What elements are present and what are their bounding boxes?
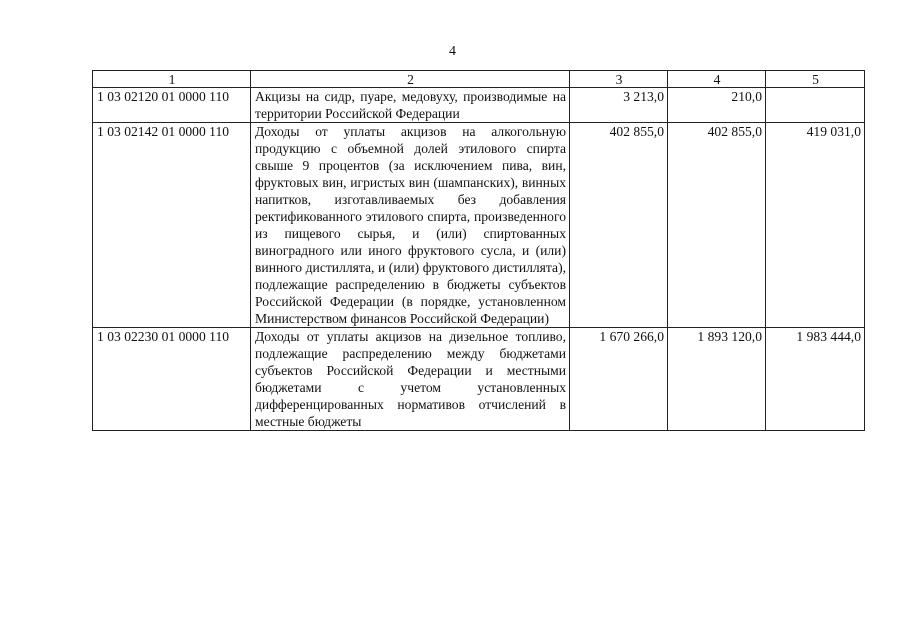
row-value-col3: 3 213,0 (570, 88, 668, 123)
row-description: Доходы от уплаты акцизов на дизельное топливо, подлежащие распределению между бюджетами субъектов Российской Федерации и местными бюджетами с учетом установленных дифференцированных нормативов отчислений в местные бюджеты (251, 328, 570, 431)
row-value-col3: 402 855,0 (570, 123, 668, 328)
column-header-4: 4 (668, 71, 766, 88)
row-code: 1 03 02230 01 0000 110 (93, 328, 251, 431)
table-row (93, 328, 865, 431)
budget-revenue-table (92, 70, 865, 431)
column-header-3: 3 (570, 71, 668, 88)
page-number: 4 (449, 44, 456, 59)
row-value-col3: 1 670 266,0 (570, 328, 668, 431)
row-code: 1 03 02142 01 0000 110 (93, 123, 251, 328)
row-value-col4: 210,0 (668, 88, 766, 123)
table-header-row (93, 71, 865, 88)
table-row (93, 88, 865, 123)
row-value-col5 (766, 88, 865, 123)
row-value-col4: 1 893 120,0 (668, 328, 766, 431)
column-header-1: 1 (93, 71, 251, 88)
row-value-col4: 402 855,0 (668, 123, 766, 328)
column-header-2: 2 (251, 71, 570, 88)
table-row (93, 123, 865, 328)
row-code: 1 03 02120 01 0000 110 (93, 88, 251, 123)
row-description: Акцизы на сидр, пуаре, медовуху, производимые на территории Российской Федерации (251, 88, 570, 123)
column-header-5: 5 (766, 71, 865, 88)
row-value-col5: 419 031,0 (766, 123, 865, 328)
row-value-col5: 1 983 444,0 (766, 328, 865, 431)
row-description: Доходы от уплаты акцизов на алкогольную продукцию с объемной долей этилового спирта свыше 9 процентов (за исключением пива, вин, фруктовых вин, игристых вин (шампанских), винных напитков, изготавливаемых без добавления ректификованного этилового спирта, произведенного из пищевого сырья, и (или) спиртованных виноградного или иного фруктового сусла, и (или) винного дистиллята, и (или) фруктового дистиллята), подлежащие распределению в бюджеты субъектов Российской Федерации (в порядке, установленном Министерством финансов Российской Федерации) (251, 123, 570, 328)
